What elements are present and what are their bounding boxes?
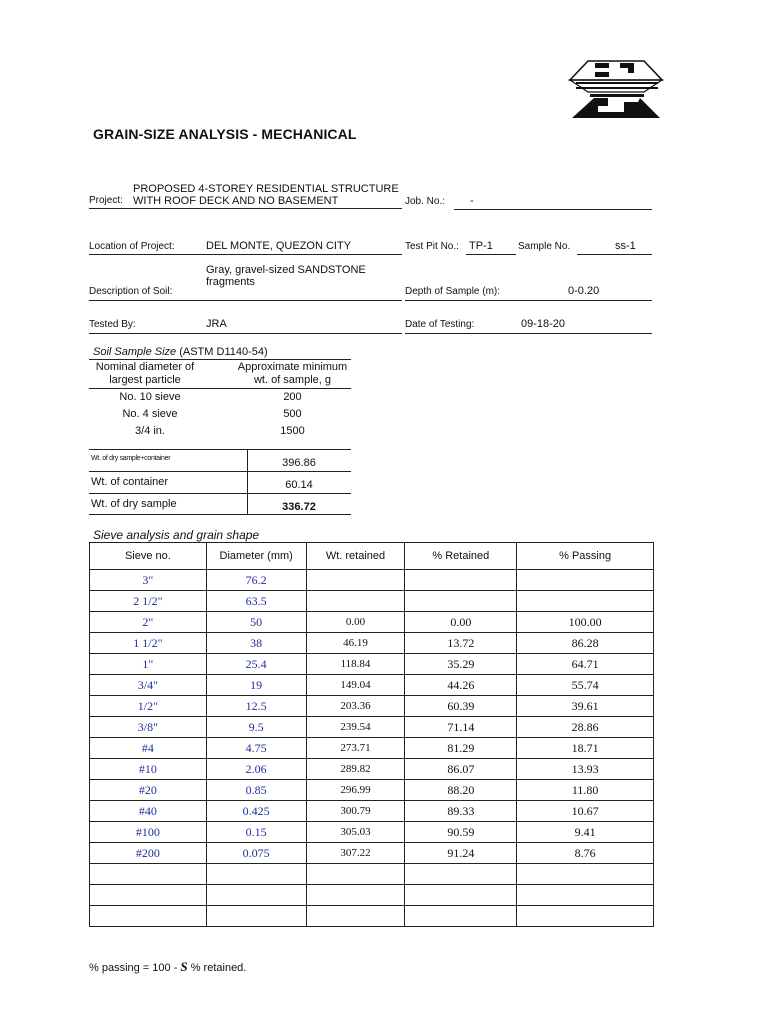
diameter-cell: 0.075: [206, 843, 306, 864]
sieve-header-row: [90, 543, 654, 570]
wt-retained-cell: 118.84: [306, 654, 405, 675]
job-value: -: [470, 195, 474, 207]
pct-passing-cell: 18.71: [517, 738, 654, 759]
diameter-cell: 2.06: [206, 759, 306, 780]
wt-retained-cell: 46.19: [306, 633, 405, 654]
sample-size-top-rule: [89, 359, 351, 360]
table-row: [90, 906, 654, 927]
weights-table: [89, 449, 351, 515]
diameter-cell: [206, 864, 306, 885]
date-underline: [405, 333, 652, 334]
pct-passing-cell: [517, 864, 654, 885]
sample-size-row-weight: 1500: [280, 425, 305, 437]
soil-description-label: Description of Soil:: [89, 286, 173, 297]
pct-passing-cell: 86.28: [517, 633, 654, 654]
pct-retained-cell: 88.20: [405, 780, 517, 801]
page-title: GRAIN-SIZE ANALYSIS - MECHANICAL: [93, 126, 357, 142]
pct-passing-cell: 9.41: [517, 822, 654, 843]
wt-retained-cell: [306, 591, 405, 612]
wt-retained-cell: 296.99: [306, 780, 405, 801]
pct-retained-cell: 89.33: [405, 801, 517, 822]
pct-retained-cell: [405, 570, 517, 591]
sample-size-header-particle: [89, 361, 201, 389]
wt-retained-cell: 273.71: [306, 738, 405, 759]
table-row: [90, 822, 654, 843]
pct-retained-cell: 13.72: [405, 633, 517, 654]
pct-retained-cell: 81.29: [405, 738, 517, 759]
location-underline: [89, 254, 402, 255]
container-value: 60.14: [285, 479, 313, 491]
wt-retained-cell: 305.03: [306, 822, 405, 843]
sieve-no-cell: 1 1/2": [90, 633, 207, 654]
table-row: [90, 570, 654, 591]
pct-passing-cell: 10.67: [517, 801, 654, 822]
project-line-2: WITH ROOF DECK AND NO BASEMENT: [133, 195, 339, 207]
pct-passing-cell: 28.86: [517, 717, 654, 738]
pct-retained-cell: 44.26: [405, 675, 517, 696]
pct-passing-cell: 8.76: [517, 843, 654, 864]
sample-size-row-particle: 3/4 in.: [135, 425, 165, 437]
sigma-symbol: S: [180, 959, 188, 974]
sample-size-caption-title: Soil Sample Size: [93, 346, 177, 358]
sample-size-caption: [93, 346, 268, 358]
sample-size-row-weight: 500: [283, 408, 302, 420]
test-pit-value: TP-1: [469, 240, 493, 252]
tested-by-label: Tested By:: [89, 319, 136, 330]
pct-retained-cell: [405, 864, 517, 885]
table-row: [90, 717, 654, 738]
table-row: [90, 675, 654, 696]
diameter-cell: 9.5: [206, 717, 306, 738]
wt-retained-cell: [306, 864, 405, 885]
soil-underline: [89, 300, 402, 301]
sample-size-row-weight: 200: [283, 391, 302, 403]
soil-description-line-1: Gray, gravel-sized SANDSTONE: [206, 264, 366, 276]
sieve-no-cell: #20: [90, 780, 207, 801]
depth-value: 0-0.20: [568, 285, 600, 297]
pct-retained-cell: [405, 906, 517, 927]
diameter-cell: 0.425: [206, 801, 306, 822]
diameter-cell: 50: [206, 612, 306, 633]
project-label: Project:: [89, 195, 123, 206]
weights-rule-1: [89, 471, 351, 472]
sample-size-header-particle-line-2: largest particle: [109, 374, 181, 386]
table-row: [90, 780, 654, 801]
diameter-cell: 63.5: [206, 591, 306, 612]
table-row: [90, 864, 654, 885]
pct-retained-cell: 86.07: [405, 759, 517, 780]
sample-no-label: Sample No.: [518, 241, 571, 252]
pct-passing-cell: 64.71: [517, 654, 654, 675]
sieve-no-cell: 1/2": [90, 696, 207, 717]
sieve-no-cell: [90, 864, 207, 885]
pct-retained-cell: 0.00: [405, 612, 517, 633]
sample-size-header-particle-line-1: Nominal diameter of: [95, 361, 195, 373]
sieve-no-cell: 2 1/2": [90, 591, 207, 612]
footnote-after: % retained.: [187, 962, 247, 974]
sieve-no-cell: 2": [90, 612, 207, 633]
location-value: DEL MONTE, QUEZON CITY: [206, 240, 352, 252]
weights-top-rule: [89, 449, 351, 450]
test-pit-label: Test Pit No.:: [405, 241, 459, 252]
pct-passing-cell: 100.00: [517, 612, 654, 633]
diameter-cell: [206, 885, 306, 906]
sieve-no-cell: #200: [90, 843, 207, 864]
wt-retained-cell: [306, 570, 405, 591]
weights-bottom-rule: [89, 514, 351, 515]
tested-by-value: JRA: [206, 318, 227, 330]
sieve-no-cell: #40: [90, 801, 207, 822]
sieve-no-cell: 3/8": [90, 717, 207, 738]
wt-retained-cell: 307.22: [306, 843, 405, 864]
pct-passing-cell: [517, 885, 654, 906]
location-label: Location of Project:: [89, 241, 175, 252]
date-value: 09-18-20: [521, 318, 566, 330]
sample-size-header-weight: [234, 361, 351, 389]
footnote-formula: [89, 959, 246, 975]
sieve-no-cell: #4: [90, 738, 207, 759]
wt-retained-cell: [306, 885, 405, 906]
diameter-cell: 0.15: [206, 822, 306, 843]
project-underline: [89, 208, 402, 209]
company-logo-icon: [568, 56, 664, 120]
wt-retained-cell: 203.36: [306, 696, 405, 717]
header-wt-retained: Wt. retained: [306, 543, 405, 570]
wt-retained-cell: 289.82: [306, 759, 405, 780]
header-sieve-no: Sieve no.: [90, 543, 207, 570]
table-row: [90, 801, 654, 822]
dry-sample-value: 336.72: [282, 501, 316, 513]
table-row: [90, 696, 654, 717]
wt-retained-cell: 239.54: [306, 717, 405, 738]
pct-passing-cell: [517, 906, 654, 927]
dry-container-value: 396.86: [282, 457, 316, 469]
job-label: Job. No.:: [405, 196, 446, 207]
header-pct-passing: % Passing: [517, 543, 654, 570]
sieve-no-cell: 3/4": [90, 675, 207, 696]
sieve-no-cell: [90, 906, 207, 927]
sample-size-header-rule: [89, 388, 351, 389]
sieve-no-cell: 1": [90, 654, 207, 675]
sieve-no-cell: #100: [90, 822, 207, 843]
pct-retained-cell: 35.29: [405, 654, 517, 675]
diameter-cell: 4.75: [206, 738, 306, 759]
pct-retained-cell: 90.59: [405, 822, 517, 843]
soil-description-line-2: fragments: [206, 276, 255, 288]
pct-passing-cell: 13.93: [517, 759, 654, 780]
footnote-before: % passing = 100 -: [89, 962, 181, 974]
pct-retained-cell: 71.14: [405, 717, 517, 738]
sieve-no-cell: [90, 885, 207, 906]
pct-passing-cell: 39.61: [517, 696, 654, 717]
sieve-caption: Sieve analysis and grain shape: [93, 528, 260, 542]
pct-retained-cell: 60.39: [405, 696, 517, 717]
table-row: [90, 591, 654, 612]
diameter-cell: 76.2: [206, 570, 306, 591]
pct-retained-cell: [405, 885, 517, 906]
table-row: [90, 654, 654, 675]
sample-no-value: ss-1: [615, 240, 636, 252]
table-row: [90, 759, 654, 780]
dry-container-label: Wt. of dry sample+container: [91, 455, 171, 462]
dry-sample-label: Wt. of dry sample: [91, 498, 177, 510]
table-row: [90, 612, 654, 633]
table-row: [90, 738, 654, 759]
pct-passing-cell: 11.80: [517, 780, 654, 801]
test-pit-underline: [466, 254, 516, 255]
table-row: [90, 843, 654, 864]
sample-size-header-weight-line-2: wt. of sample, g: [253, 374, 332, 386]
sample-size-header-weight-line-1: Approximate minimum: [237, 361, 348, 373]
job-underline: [454, 209, 652, 210]
pct-retained-cell: [405, 591, 517, 612]
project-line-1: PROPOSED 4-STOREY RESIDENTIAL STRUCTURE: [133, 183, 399, 195]
depth-underline: [405, 300, 652, 301]
table-row: [90, 633, 654, 654]
tested-by-underline: [89, 333, 402, 334]
pct-passing-cell: [517, 591, 654, 612]
wt-retained-cell: 0.00: [306, 612, 405, 633]
sample-no-underline: [577, 254, 652, 255]
container-label: Wt. of container: [91, 476, 169, 488]
sample-size-row-particle: No. 10 sieve: [119, 391, 181, 403]
date-label: Date of Testing:: [405, 319, 475, 330]
header-pct-retained: % Retained: [405, 543, 517, 570]
sample-size-caption-standard: (ASTM D1140-54): [179, 346, 268, 358]
table-row: [90, 885, 654, 906]
sample-size-row-particle: No. 4 sieve: [122, 408, 178, 420]
pct-retained-cell: 91.24: [405, 843, 517, 864]
diameter-cell: 19: [206, 675, 306, 696]
sieve-analysis-table: [89, 542, 654, 927]
diameter-cell: [206, 906, 306, 927]
pct-passing-cell: 55.74: [517, 675, 654, 696]
sieve-no-cell: #10: [90, 759, 207, 780]
header-diameter: Diameter (mm): [206, 543, 306, 570]
wt-retained-cell: 149.04: [306, 675, 405, 696]
diameter-cell: 0.85: [206, 780, 306, 801]
weights-rule-2: [89, 493, 351, 494]
diameter-cell: 12.5: [206, 696, 306, 717]
diameter-cell: 38: [206, 633, 306, 654]
diameter-cell: 25.4: [206, 654, 306, 675]
wt-retained-cell: 300.79: [306, 801, 405, 822]
sieve-no-cell: 3": [90, 570, 207, 591]
pct-passing-cell: [517, 570, 654, 591]
depth-label: Depth of Sample (m):: [405, 286, 501, 297]
wt-retained-cell: [306, 906, 405, 927]
